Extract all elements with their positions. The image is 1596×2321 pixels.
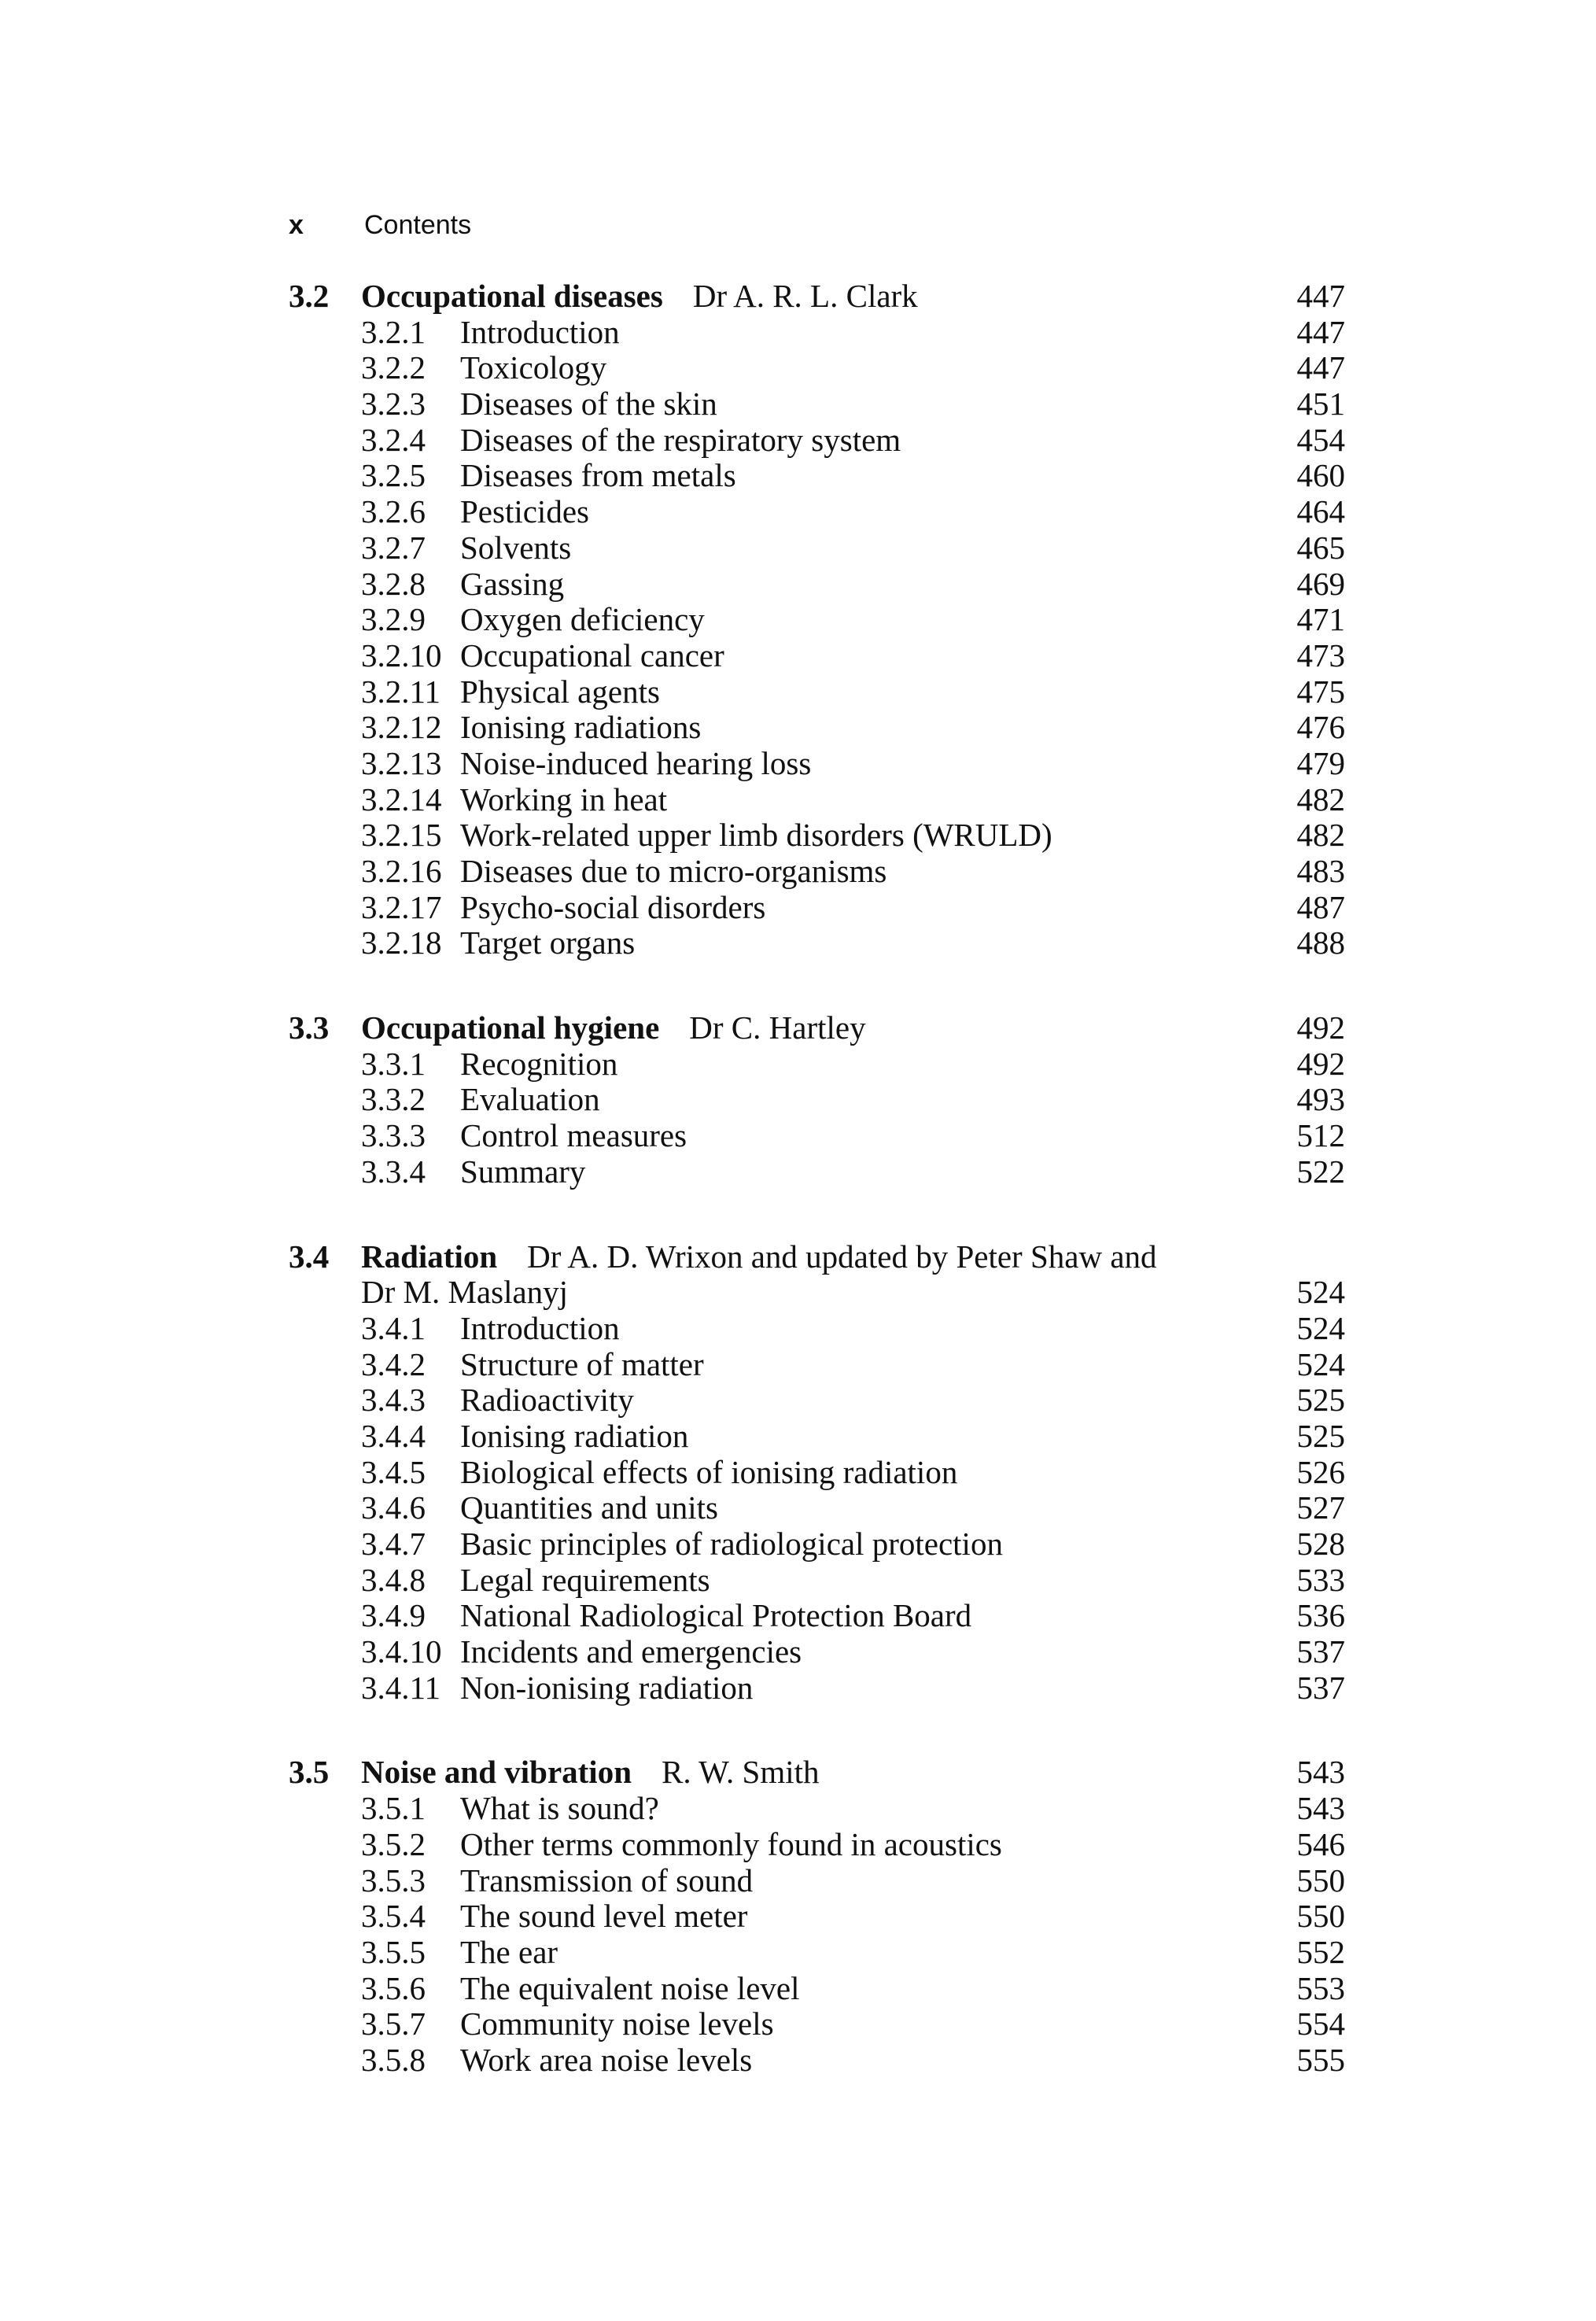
page-number: 454	[1296, 421, 1345, 458]
subsection-title: Noise-induced hearing loss	[460, 744, 812, 781]
toc-entry	[289, 854, 1345, 890]
page-number: 465	[1296, 529, 1345, 566]
subsection-number: 3.2.6	[361, 493, 426, 530]
page-number: 554	[1296, 2006, 1345, 2042]
page-number: 546	[1296, 1825, 1345, 1862]
section-heading	[289, 1010, 1345, 1046]
page-number: 537	[1296, 1633, 1345, 1670]
subsection-title: Summary	[460, 1153, 586, 1190]
subsection-title: Biological effects of ionising radiation	[460, 1453, 958, 1490]
toc-entry	[289, 1046, 1345, 1083]
page-number: 447	[1296, 349, 1345, 386]
subsection-number: 3.2.8	[361, 565, 426, 602]
running-head	[289, 206, 471, 244]
page-number: 482	[1296, 780, 1345, 817]
page-number: 543	[1296, 1754, 1345, 1791]
subsection-title: Occupational cancer	[460, 637, 724, 673]
page-number: 447	[1296, 278, 1345, 314]
section-author: Dr A. R. L. Clark	[692, 278, 918, 314]
toc-entry	[289, 1971, 1345, 2007]
page-number: 543	[1296, 1790, 1345, 1827]
subsection-title: Target organs	[460, 924, 636, 961]
toc-section	[289, 1755, 1345, 2078]
subsection-title: Recognition	[460, 1045, 618, 1082]
subsection-title: Control measures	[460, 1117, 687, 1154]
page-number: 522	[1296, 1153, 1345, 1190]
toc-entry	[289, 566, 1345, 603]
subsection-title: Diseases of the respiratory system	[460, 421, 901, 458]
toc-entry	[289, 710, 1345, 746]
subsection-number: 3.3.2	[361, 1081, 426, 1118]
subsection-number: 3.5.1	[361, 1790, 426, 1827]
page-number: 555	[1296, 2041, 1345, 2078]
subsection-title: Diseases from metals	[460, 457, 736, 494]
subsection-number: 3.2.2	[361, 349, 426, 386]
subsection-number: 3.5.8	[361, 2041, 426, 2078]
toc-entry	[289, 925, 1345, 961]
page-number: 512	[1296, 1117, 1345, 1154]
subsection-number: 3.4.4	[361, 1417, 426, 1454]
section-number: 3.3	[289, 1009, 330, 1046]
page-number: 471	[1296, 601, 1345, 638]
subsection-number: 3.3.1	[361, 1045, 426, 1082]
page-number: 460	[1296, 457, 1345, 494]
subsection-number: 3.2.10	[361, 637, 442, 673]
subsection-number: 3.4.6	[361, 1489, 426, 1526]
page-number: 476	[1296, 709, 1345, 746]
table-of-contents	[289, 279, 1345, 2127]
toc-entry	[289, 1311, 1345, 1347]
toc-entry	[289, 1791, 1345, 1827]
page-number: 533	[1296, 1561, 1345, 1598]
toc-entry	[289, 1490, 1345, 1526]
subsection-title: National Radiological Protection Board	[460, 1597, 972, 1634]
toc-entry	[289, 1455, 1345, 1491]
subsection-number: 3.4.7	[361, 1526, 426, 1562]
page-number: 473	[1296, 637, 1345, 673]
page-number: 483	[1296, 853, 1345, 889]
toc-entry	[289, 1598, 1345, 1634]
subsection-title: Introduction	[460, 313, 620, 350]
toc-entry	[289, 602, 1345, 638]
toc-section	[289, 279, 1345, 961]
running-head-title: Contents	[364, 209, 472, 240]
section-heading	[289, 279, 1345, 315]
section-author: R. W. Smith	[662, 1754, 820, 1791]
subsection-number: 3.2.12	[361, 709, 442, 746]
toc-entry	[289, 1082, 1345, 1118]
toc-entry	[289, 386, 1345, 423]
toc-entry	[289, 1382, 1345, 1419]
subsection-title: Diseases due to micro-organisms	[460, 853, 887, 889]
subsection-number: 3.2.3	[361, 386, 426, 423]
subsection-title: Radioactivity	[460, 1382, 634, 1419]
subsection-number: 3.4.11	[361, 1669, 440, 1706]
page-number: 525	[1296, 1382, 1345, 1419]
subsection-number: 3.4.10	[361, 1633, 442, 1670]
toc-entry	[289, 1634, 1345, 1670]
page-number: 536	[1296, 1597, 1345, 1634]
subsection-number: 3.5.2	[361, 1825, 426, 1862]
subsection-title: Oxygen deficiency	[460, 601, 705, 638]
subsection-title: What is sound?	[460, 1790, 659, 1827]
subsection-title: The ear	[460, 1933, 558, 1970]
subsection-number: 3.2.18	[361, 924, 442, 961]
toc-entry	[289, 350, 1345, 386]
toc-entry	[289, 494, 1345, 530]
subsection-title: Toxicology	[460, 349, 607, 386]
toc-entry	[289, 1419, 1345, 1455]
page-number: 524	[1296, 1309, 1345, 1346]
subsection-number: 3.5.5	[361, 1933, 426, 1970]
subsection-number: 3.5.3	[361, 1862, 426, 1898]
subsection-number: 3.2.9	[361, 601, 426, 638]
toc-entry	[289, 458, 1345, 494]
subsection-number: 3.2.14	[361, 780, 442, 817]
page-number: 524	[1296, 1274, 1345, 1311]
subsection-title: Psycho-social disorders	[460, 888, 766, 925]
page-number: 492	[1296, 1045, 1345, 1082]
section-title: Occupational diseases	[361, 278, 663, 314]
page-number: 492	[1296, 1009, 1345, 1046]
page-number: 553	[1296, 1969, 1345, 2006]
subsection-number: 3.3.4	[361, 1153, 426, 1190]
page-number: 451	[1296, 386, 1345, 423]
toc-entry	[289, 1154, 1345, 1190]
subsection-number: 3.4.8	[361, 1561, 426, 1598]
section-author-continued-row	[289, 1275, 1345, 1311]
subsection-number: 3.5.7	[361, 2006, 426, 2042]
toc-entry	[289, 1347, 1345, 1383]
toc-entry	[289, 423, 1345, 459]
section-author: Dr C. Hartley	[689, 1009, 866, 1046]
toc-entry	[289, 2006, 1345, 2042]
toc-entry	[289, 1898, 1345, 1935]
subsection-title: Introduction	[460, 1309, 620, 1346]
subsection-title: Diseases of the skin	[460, 386, 717, 423]
subsection-title: Solvents	[460, 529, 572, 566]
subsection-title: The sound level meter	[460, 1898, 748, 1935]
subsection-title: Work-related upper limb disorders (WRULD)	[460, 817, 1052, 854]
page-number: 469	[1296, 565, 1345, 602]
subsection-title: Working in heat	[460, 780, 668, 817]
section-author-continued: Dr M. Maslanyj	[361, 1274, 569, 1311]
toc-entry	[289, 1670, 1345, 1707]
section-heading	[289, 1239, 1345, 1275]
toc-entry	[289, 638, 1345, 674]
toc-entry	[289, 782, 1345, 818]
subsection-title: Physical agents	[460, 673, 660, 710]
subsection-title: Legal requirements	[460, 1561, 710, 1598]
toc-entry	[289, 1863, 1345, 1899]
subsection-title: Pesticides	[460, 493, 589, 530]
subsection-title: Basic principles of radiological protection	[460, 1526, 1003, 1562]
section-author: Dr A. D. Wrixon and updated by Peter Shaw and	[527, 1238, 1157, 1275]
page-number: 464	[1296, 493, 1345, 530]
subsection-title: Ionising radiations	[460, 709, 702, 746]
subsection-number: 3.2.16	[361, 853, 442, 889]
section-heading	[289, 1755, 1345, 1791]
subsection-title: Ionising radiation	[460, 1417, 689, 1454]
toc-section	[289, 1239, 1345, 1707]
page-number: 488	[1296, 924, 1345, 961]
toc-entry	[289, 1935, 1345, 1971]
subsection-title: Other terms commonly found in acoustics	[460, 1825, 1002, 1862]
section-title: Occupational hygiene	[361, 1009, 660, 1046]
subsection-number: 3.4.5	[361, 1453, 426, 1490]
subsection-title: Incidents and emergencies	[460, 1633, 802, 1670]
subsection-number: 3.2.13	[361, 744, 442, 781]
subsection-title: Work area noise levels	[460, 2041, 753, 2078]
page-number: 524	[1296, 1345, 1345, 1382]
subsection-number: 3.2.7	[361, 529, 426, 566]
subsection-number: 3.2.5	[361, 457, 426, 494]
subsection-number: 3.2.1	[361, 313, 426, 350]
page-number: 493	[1296, 1081, 1345, 1118]
subsection-number: 3.4.1	[361, 1309, 426, 1346]
subsection-number: 3.2.11	[361, 673, 440, 710]
subsection-title: The equivalent noise level	[460, 1969, 800, 2006]
page-number: 528	[1296, 1526, 1345, 1562]
toc-entry	[289, 746, 1345, 782]
subsection-number: 3.4.9	[361, 1597, 426, 1634]
section-heading-text	[361, 1239, 1157, 1275]
toc-entry	[289, 1563, 1345, 1599]
section-heading-text	[361, 279, 918, 315]
subsection-number: 3.4.2	[361, 1345, 426, 1382]
toc-entry	[289, 2042, 1345, 2079]
subsection-title: Community noise levels	[460, 2006, 774, 2042]
page-number: 525	[1296, 1417, 1345, 1454]
page-number: 550	[1296, 1898, 1345, 1935]
page-number: 537	[1296, 1669, 1345, 1706]
subsection-title: Non-ionising radiation	[460, 1669, 754, 1706]
subsection-number: 3.2.17	[361, 888, 442, 925]
subsection-number: 3.5.4	[361, 1898, 426, 1935]
page-number: 482	[1296, 817, 1345, 854]
page-number: 526	[1296, 1453, 1345, 1490]
toc-entry	[289, 1118, 1345, 1154]
subsection-title: Gassing	[460, 565, 565, 602]
toc-entry	[289, 890, 1345, 926]
page-number: 479	[1296, 744, 1345, 781]
toc-entry	[289, 817, 1345, 854]
section-number: 3.2	[289, 278, 330, 314]
toc-entry	[289, 530, 1345, 566]
page-number: 487	[1296, 888, 1345, 925]
toc-section	[289, 1010, 1345, 1190]
subsection-title: Transmission of sound	[460, 1862, 754, 1898]
section-heading-text	[361, 1010, 866, 1046]
section-title: Noise and vibration	[361, 1754, 632, 1791]
page-number: 475	[1296, 673, 1345, 710]
toc-entry	[289, 674, 1345, 710]
section-title: Radiation	[361, 1238, 498, 1275]
subsection-number: 3.3.3	[361, 1117, 426, 1154]
toc-entry	[289, 1526, 1345, 1563]
section-number: 3.4	[289, 1238, 330, 1275]
page-number: 527	[1296, 1489, 1345, 1526]
toc-entry	[289, 1827, 1345, 1863]
subsection-title: Evaluation	[460, 1081, 600, 1118]
subsection-number: 3.5.6	[361, 1969, 426, 2006]
page-number: 447	[1296, 313, 1345, 350]
subsection-title: Quantities and units	[460, 1489, 718, 1526]
page-folio: x	[289, 209, 304, 240]
subsection-number: 3.4.3	[361, 1382, 426, 1419]
page-number: 552	[1296, 1933, 1345, 1970]
toc-entry	[289, 315, 1345, 351]
section-heading-text	[361, 1755, 820, 1791]
section-number: 3.5	[289, 1754, 330, 1791]
subsection-number: 3.2.15	[361, 817, 442, 854]
subsection-title: Structure of matter	[460, 1345, 704, 1382]
page-number: 550	[1296, 1862, 1345, 1898]
subsection-number: 3.2.4	[361, 421, 426, 458]
